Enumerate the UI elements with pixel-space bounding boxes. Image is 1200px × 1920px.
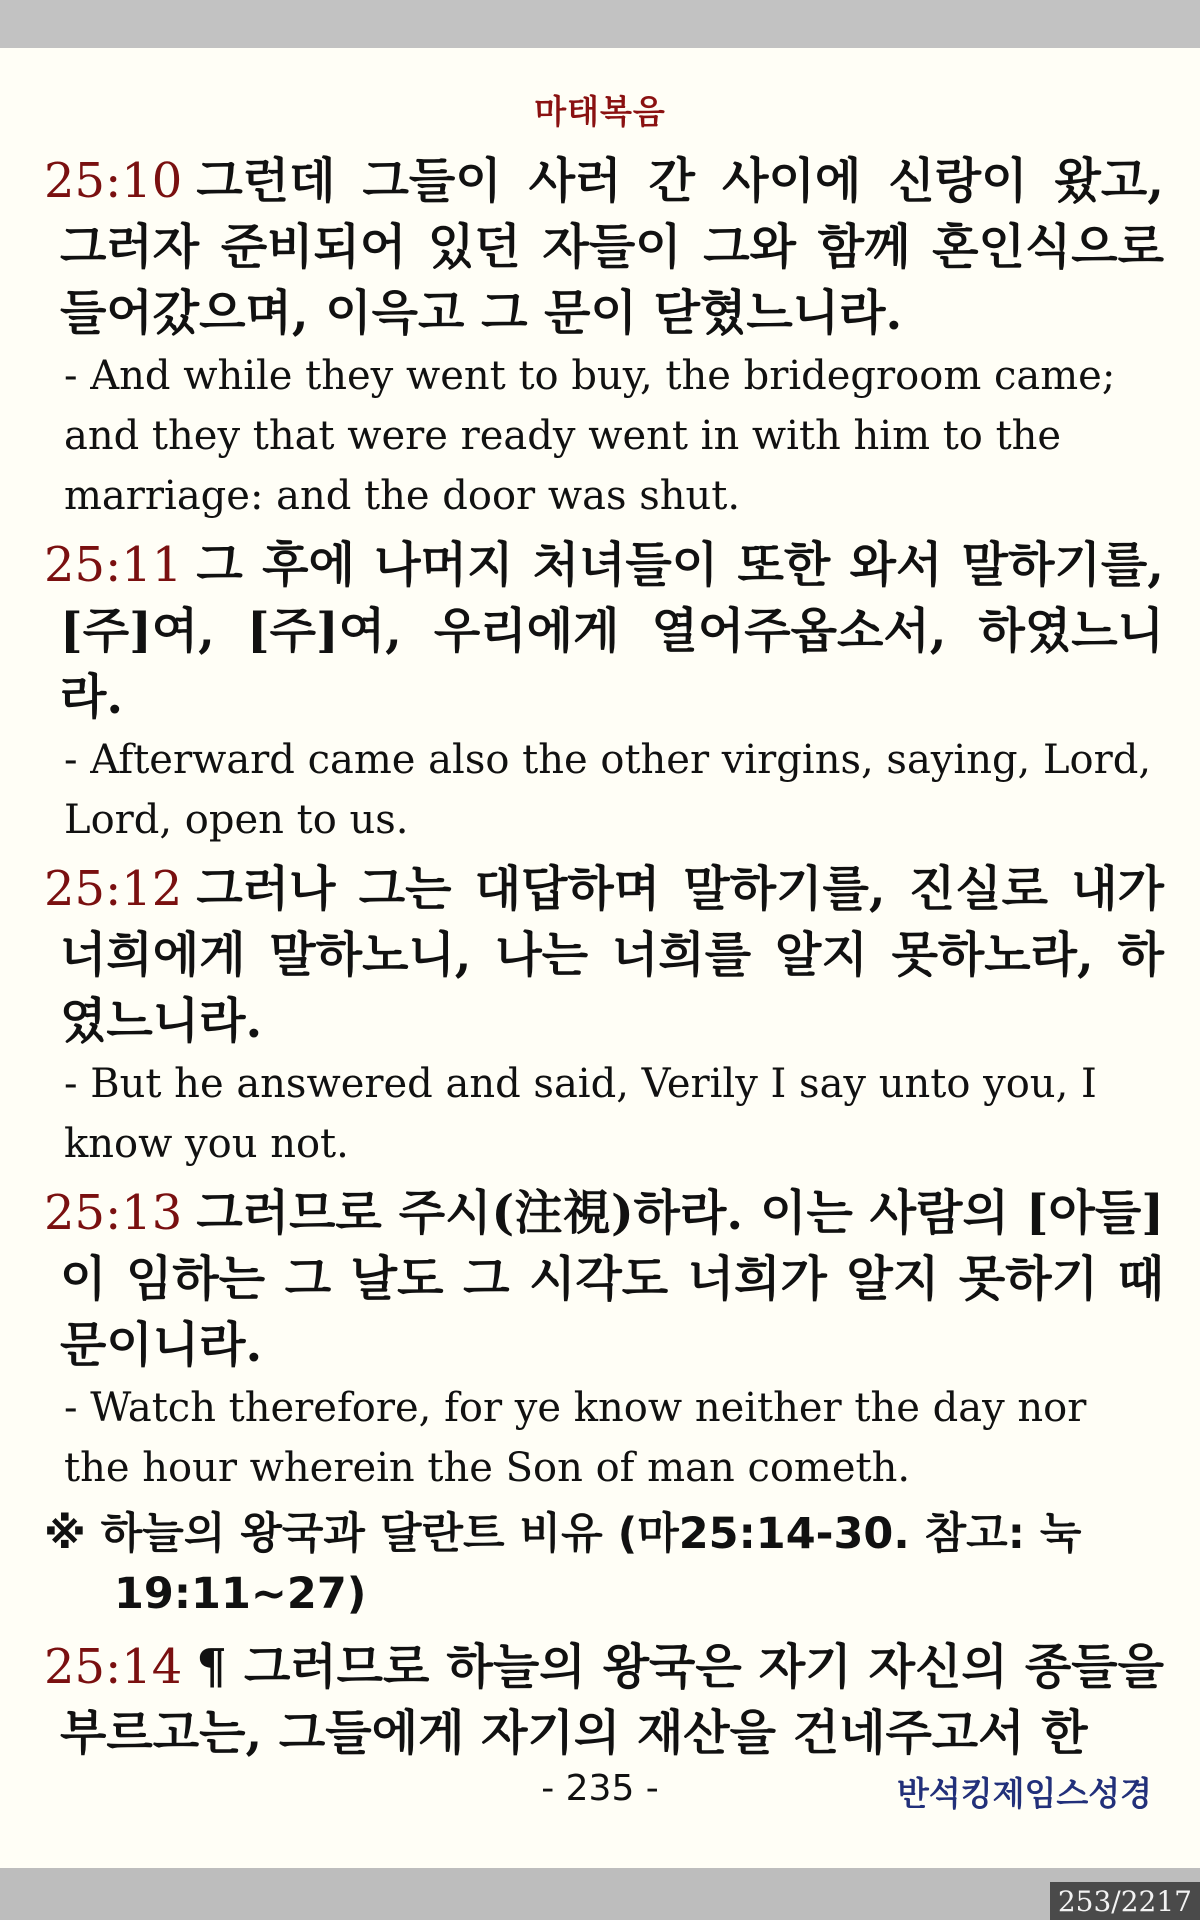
verse-english: - Watch therefore, for ye know neither the day nor the hour wherein the Son of man cometh. (64, 1385, 1087, 1491)
verse-ref: 25:13 (44, 1185, 183, 1241)
verse-ref: 25:11 (44, 537, 183, 593)
verse-korean-text: ¶ 그러므로 하늘의 왕국은 자기 자신의 종들을 부르고는, 그들에게 자기의 재산을 건네주고서 한 (60, 1639, 1164, 1761)
verse-ref: 25:10 (44, 153, 183, 209)
verse-english: - Afterward came also the other virgins, saying, Lord, Lord, open to us. (64, 737, 1152, 843)
book-title: 마태복음 (534, 92, 666, 131)
section-heading: ※ 하늘의 왕국과 달란트 비유 (마25:14-30. 참고: 눅19:11~27) (44, 1509, 1082, 1619)
page-number: - 235 - (541, 1768, 659, 1809)
verse-english: - And while they went to buy, the bridegroom came; and they that were ready went in with him to the marriage: and the door was shut. (64, 353, 1116, 519)
verse-ref: 25:14 (44, 1639, 183, 1695)
verse-ref: 25:12 (44, 861, 183, 917)
verse-korean (44, 856, 1164, 1054)
verse-korean-text: 그러므로 주시(注視)하라. 이는 사람의 [아들]이 임하는 그 날도 그 시각도 너희가 알지 못하기 때문이니라. (60, 1185, 1164, 1373)
verse-25-13 (44, 1180, 1164, 1498)
verse-korean-text: 그러나 그는 대답하며 말하기를, 진실로 내가 너희에게 말하노니, 나는 너희를 알지 못하노라, 하였느니라. (60, 861, 1164, 1049)
verse-25-12 (44, 856, 1164, 1174)
verse-english: - But he answered and said, Verily I say unto you, I know you not. (64, 1061, 1097, 1167)
verse-korean (44, 532, 1164, 730)
verse-25-11 (44, 532, 1164, 850)
top-status-bar (0, 0, 1200, 48)
bible-brand: 반석킹제임스성경 (896, 1774, 1152, 1813)
bible-page (0, 48, 1200, 1868)
verse-korean (44, 1180, 1164, 1378)
verse-content (44, 148, 1164, 1772)
page-counter: 253/2217 (1050, 1882, 1200, 1920)
verse-korean-text: 그런데 그들이 사러 간 사이에 신랑이 왔고, 그러자 준비되어 있던 자들이 그와 함께 혼인식으로 들어갔으며, 이윽고 그 문이 닫혔느니라. (60, 153, 1164, 341)
verse-korean-text: 그 후에 나머지 처녀들이 또한 와서 말하기를, [주]여, [주]여, 우리에게 열어주옵소서, 하였느니라. (60, 537, 1164, 725)
verse-korean (44, 1634, 1164, 1766)
verse-25-10 (44, 148, 1164, 526)
verse-25-14 (44, 1634, 1164, 1766)
verse-korean (44, 148, 1164, 346)
